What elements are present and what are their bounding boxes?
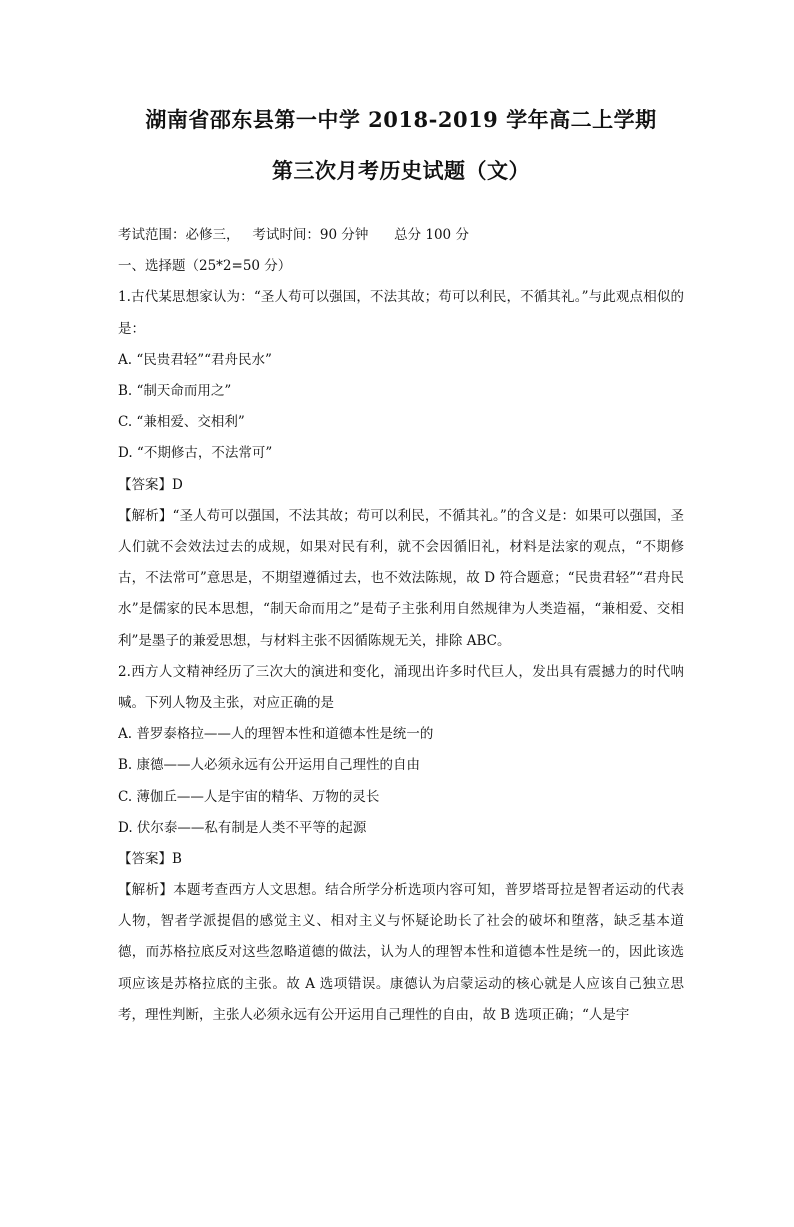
document-title-line1: 湖南省邵东县第一中学 2018-2019 学年高二上学期 <box>145 107 657 132</box>
option-d: D. 伏尔泰——私有制是人类不平等的起源 <box>118 819 367 836</box>
option-b: B. “制天命而用之” <box>118 382 232 399</box>
answer: 【答案】D <box>118 476 183 493</box>
option-b: B. 康德——人必须永远有公开运用自己理性的自由 <box>118 757 421 774</box>
option-c: C. “兼相爱、交相利” <box>118 414 245 431</box>
option-c: C. 薄伽丘——人是宇宙的精华、万物的灵长 <box>118 788 380 805</box>
option-d: D. “不期修古，不法常可” <box>118 445 273 462</box>
analysis: 【解析】本题考查西方人文思想。结合所学分析选项内容可知，普罗塔哥拉是智者运动的代表人物，智者学派提倡的感觉主义、相对主义与怀疑论助长了社会的破坏和堕落，缺乏基本道德，而苏格拉底反对这些忽略道德的做法，认为人的理智本性和道德本性是统一的，因此该选项应该是苏格拉底的主张。故 A 选项错误。康德认为启蒙运动的核心就是人应该自己独立思考，理性判断，主张人必须永远有公开运用自己理性的自由，故 B 选项正确；“人是宇 <box>118 882 684 1023</box>
document-body <box>118 220 684 1031</box>
document-page <box>0 104 794 1227</box>
question-stem: 2.西方人文精神经历了三次大的演进和变化，涌现出许多时代巨人，发出具有震撼力的时代呐喊。下列人物及主张，对应正确的是 <box>118 663 684 711</box>
option-a: A. 普罗泰格拉——人的理智本性和道德本性是统一的 <box>118 726 434 743</box>
question-1 <box>118 282 684 656</box>
analysis: 【解析】“圣人苟可以强国，不法其故；苟可以利民，不循其礼。”的含义是：如果可以强国，圣人们就不会效法过去的成规，如果对民有利，就不会因循旧礼，材料是法家的观点，“不期修古，不法常可”意思是，不期望遵循过去，也不效法陈规，故 D 符合题意；“民贵君轻”“君舟民水”是儒家的民本思想，“制天命而用之”是荀子主张利用自然规律为人类造福，“兼相爱、交相利”是墨子的兼爱思想，与材料主张不因循陈规无关，排除 ABC。 <box>118 507 684 649</box>
question-stem: 1.古代某思想家认为：“圣人苟可以强国，不法其故；苟可以利民，不循其礼。”与此观点相似的是： <box>118 289 684 337</box>
document-title-line2: 第三次月考历史试题（文） <box>272 158 530 183</box>
answer: 【答案】B <box>118 850 182 867</box>
exam-info: 考试范围：必修三， 考试时间：90 分钟 总分 100 分 <box>118 227 469 243</box>
question-2 <box>118 657 684 1031</box>
option-a: A. “民贵君轻”“君舟民水” <box>118 351 272 368</box>
section-title: 一、选择题（25*2=50 分） <box>118 258 292 275</box>
